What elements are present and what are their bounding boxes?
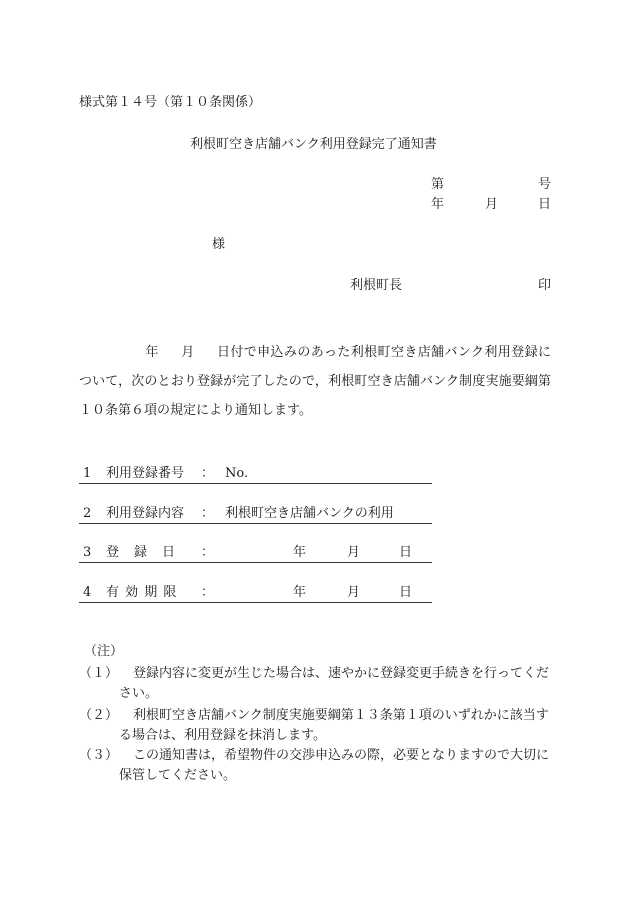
field-num: 4 (83, 585, 92, 600)
note-text: この通知書は，希望物件の交渉申込みの際，必要となりますので大切に保管してください。 (119, 748, 550, 783)
document-title: 利根町空き店舗バンク利用登録完了通知書 (190, 137, 437, 152)
field-colon: ： (201, 506, 215, 521)
field-row-registration-date (79, 546, 432, 563)
body-paragraph (79, 338, 551, 425)
body-text: 日付で申込みのあった利根町空き店舗バンク利用登録について，次のとおり登録が完了したので，利根町空き店舗バンク制度実施要綱第１０条第６項の規定により通知します。 (79, 345, 551, 418)
number-dai: 第 (431, 177, 445, 192)
field-row-registration-content (79, 507, 432, 524)
issuer-name: 利根町長 (350, 278, 403, 293)
field-colon: ： (201, 585, 215, 600)
note-number: （１） (79, 666, 119, 681)
field-num: 1 (83, 466, 92, 481)
note-text: 登録内容に変更が生じた場合は、速やかに登録変更手続きを行ってください。 (119, 666, 550, 701)
date-year: 年 (431, 197, 445, 212)
body-month: 月 (180, 345, 195, 360)
field-label: 有 効 期 限 (106, 585, 178, 600)
field-num: 3 (83, 545, 92, 560)
field-row-registration-number (79, 467, 432, 484)
form-number: 様式第１４号（第１０条関係） (79, 95, 262, 110)
date-day: 日 (538, 197, 552, 212)
field-month: 月 (347, 585, 361, 600)
note-item-3 (79, 746, 551, 786)
notes-heading: （注） (84, 644, 124, 659)
field-num: 2 (83, 506, 92, 521)
field-day: 日 (399, 585, 413, 600)
body-year: 年 (145, 345, 159, 360)
field-value: 利根町空き店舗バンクの利用 (225, 506, 394, 521)
number-go: 号 (538, 177, 552, 192)
issuer-seal: 印 (538, 278, 552, 293)
date-month: 月 (485, 197, 499, 212)
field-colon: ： (201, 545, 215, 560)
note-number: （３） (79, 748, 119, 763)
note-text: 利根町空き店舗バンク制度実施要綱第１３条第１項のいずれかに該当する場合は、利用登録を抹消します。 (119, 708, 549, 743)
field-year: 年 (293, 545, 307, 560)
field-label: 利用登録内容 (106, 506, 185, 521)
field-day: 日 (399, 545, 413, 560)
field-month: 月 (347, 545, 361, 560)
field-year: 年 (293, 585, 307, 600)
field-label: 登 録 日 (106, 545, 177, 560)
note-number: （２） (79, 708, 119, 723)
field-row-validity-period (79, 586, 432, 603)
addressee-sama: 様 (212, 237, 226, 252)
note-item-1 (79, 664, 551, 704)
field-colon: ： (201, 466, 215, 481)
field-label: 利用登録番号 (106, 466, 185, 481)
field-value: No. (225, 466, 249, 481)
note-item-2 (79, 706, 551, 746)
